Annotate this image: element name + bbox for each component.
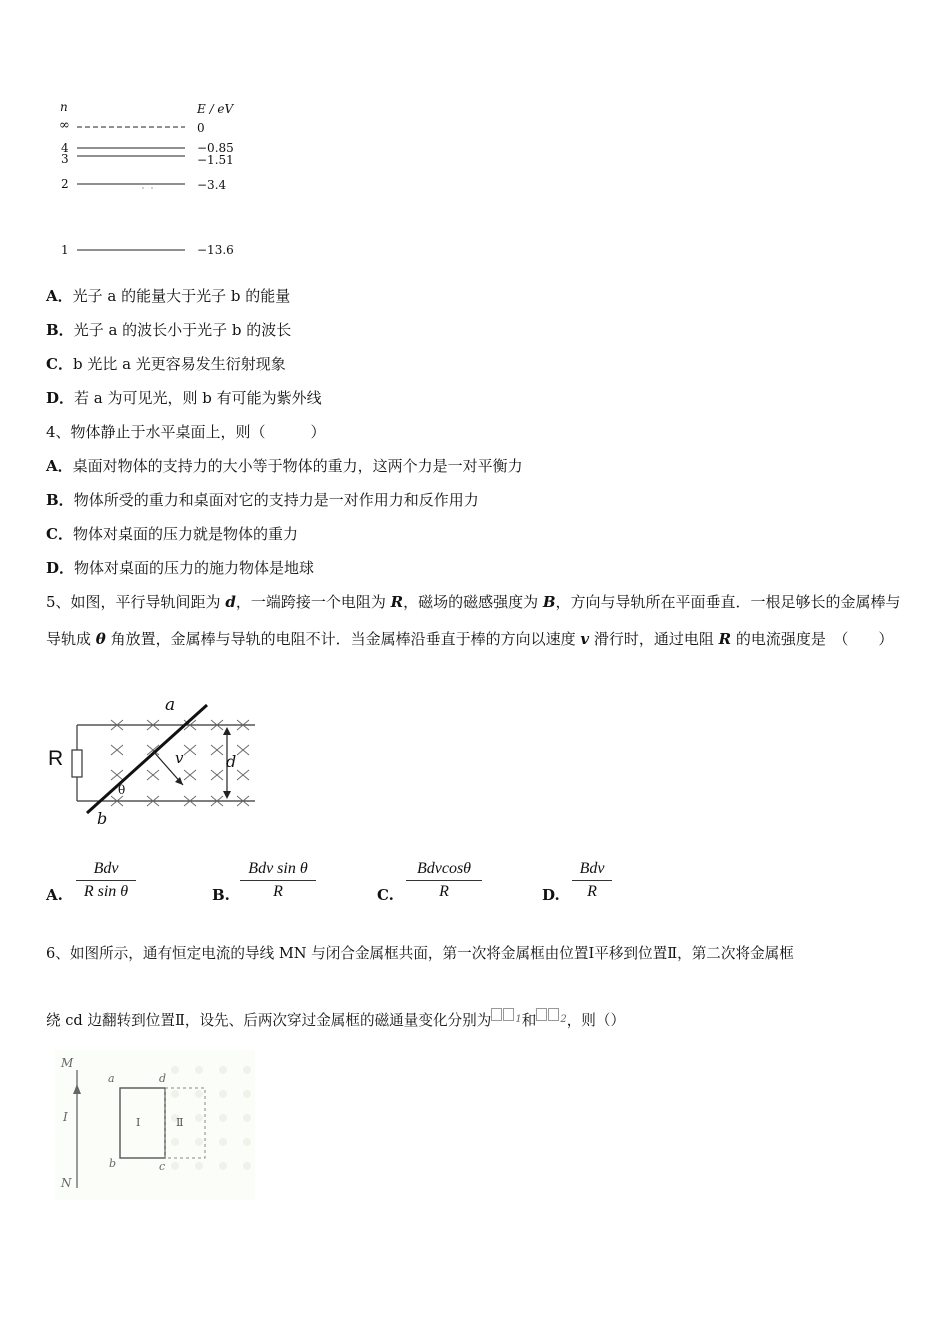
fig5-label-v: v [175,749,184,767]
q4-stem: 4、物体静止于水平桌面上，则（ ） [46,423,326,441]
fig6-label-I: I [63,1110,68,1124]
background-texture-dot [243,1162,251,1170]
background-texture-dot [243,1066,251,1074]
level-e-4: −0.85 [197,141,234,155]
fig6-label-N: N [61,1176,72,1190]
q5-option-c-label: C. [377,886,394,904]
background-texture-dot [171,1162,179,1170]
fig6-label-pos2: Ⅱ [176,1116,184,1129]
q5-option-d-fraction: Bdv R [572,860,612,901]
fig5-label-d: d [226,752,237,771]
level-e-1: −13.6 [197,243,234,257]
fig6-label-M: M [61,1056,74,1070]
q5-option-a-label: A. [46,886,63,904]
fig5-label-theta: θ [118,783,126,797]
background-texture-dot [195,1114,203,1122]
background-texture-dot [171,1090,179,1098]
background-texture-dot [171,1138,179,1146]
background-texture-dot [219,1114,227,1122]
q4-option-c: C．物体对桌面的压力就是物体的重力 [46,525,298,543]
background-texture-dot [219,1090,227,1098]
q5-option-b-label: B. [212,886,230,904]
level-e-inf: 0 [197,121,205,135]
q3-option-a: A．光子 a 的能量大于光子 b 的能量 [46,287,291,305]
fig6-label-c: c [159,1160,166,1173]
fig6-label-d: d [159,1072,167,1085]
n-axis-label: n [60,100,68,114]
background-texture-dot [171,1066,179,1074]
level-n-3: 3 [61,152,69,166]
level-n-4: 4 [61,141,69,155]
resistor [72,750,82,777]
wire-frame-svg [55,1050,255,1200]
wire-frame-figure [55,1050,255,1200]
q3-option-c: C．b 光比 a 光更容易发生衍射现象 [46,355,286,373]
fig5-label-a: a [165,695,176,715]
q5-option-d-label: D. [542,886,560,904]
q5-option-a-fraction: Bdv R sin θ [76,860,136,901]
background-texture-dot [219,1138,227,1146]
background-texture-dot [243,1138,251,1146]
rail-circuit-figure [45,695,265,835]
background-texture-dot [243,1114,251,1122]
fig6-label-a: a [108,1072,115,1085]
background-texture-dot [195,1138,203,1146]
energy-level-diagram [55,100,255,265]
q6-stem-line1: 6、如图所示，通有恒定电流的导线 MN 与闭合金属框共面，第一次将金属框由位置Ⅰ平移到位置Ⅱ，第二次将金属框 [46,945,794,962]
q4-option-d: D．物体对桌面的压力的施力物体是地球 [46,559,315,577]
background-texture-dot [195,1066,203,1074]
fig6-label-pos1: Ⅰ [136,1116,141,1129]
e-axis-label: E / eV [197,102,234,116]
level-e-2: −3.4 [197,178,227,192]
q3-option-d: D．若 a 为可见光，则 b 有可能为紫外线 [46,389,322,407]
q4-option-a: A．桌面对物体的支持力的大小等于物体的重力，这两个力是一对平衡力 [46,457,523,475]
background-texture-dot [243,1090,251,1098]
q5-option-b-fraction: Bdv sin θ R [240,860,316,901]
q6-stem-line2: 绕 cd 边翻转到位置Ⅱ，设先、后两次穿过金属框的磁通量变化分别为 $^1$和 $^2$，则（） [46,1008,625,1031]
level-e-3: −1.51 [197,153,234,167]
fig5-label-b: b [97,809,108,828]
background-texture-dot [219,1066,227,1074]
fig6-label-b: b [109,1157,117,1170]
q4-option-b: B．物体所受的重力和桌面对它的支持力是一对作用力和反作用力 [46,491,479,509]
q3-option-b: B．光子 a 的波长小于光子 b 的波长 [46,321,292,339]
background-texture-dot [195,1090,203,1098]
level-n-inf: ∞ [59,118,70,133]
q5-stem: 5、如图，平行导轨间距为 d，一端跨接一个电阻为 R，磁场的磁感强度为 B，方向与导轨所在平面垂直．一根足够长的金属棒与导轨成 θ 角放置，金属棒与导轨的电阻不计．当金属棒沿垂直于棒的方向以速度 v 滑行时，通过电阻 R 的电流强度是 （ ） [46,593,901,648]
level-n-2: 2 [61,177,69,191]
level-n-1: 1 [61,243,69,257]
fig5-label-R: R [48,747,64,770]
background-texture-dot [219,1162,227,1170]
q5-option-c-fraction: Bdvcosθ R [406,860,482,901]
background-texture-dot [195,1162,203,1170]
metal-rod [87,705,207,813]
